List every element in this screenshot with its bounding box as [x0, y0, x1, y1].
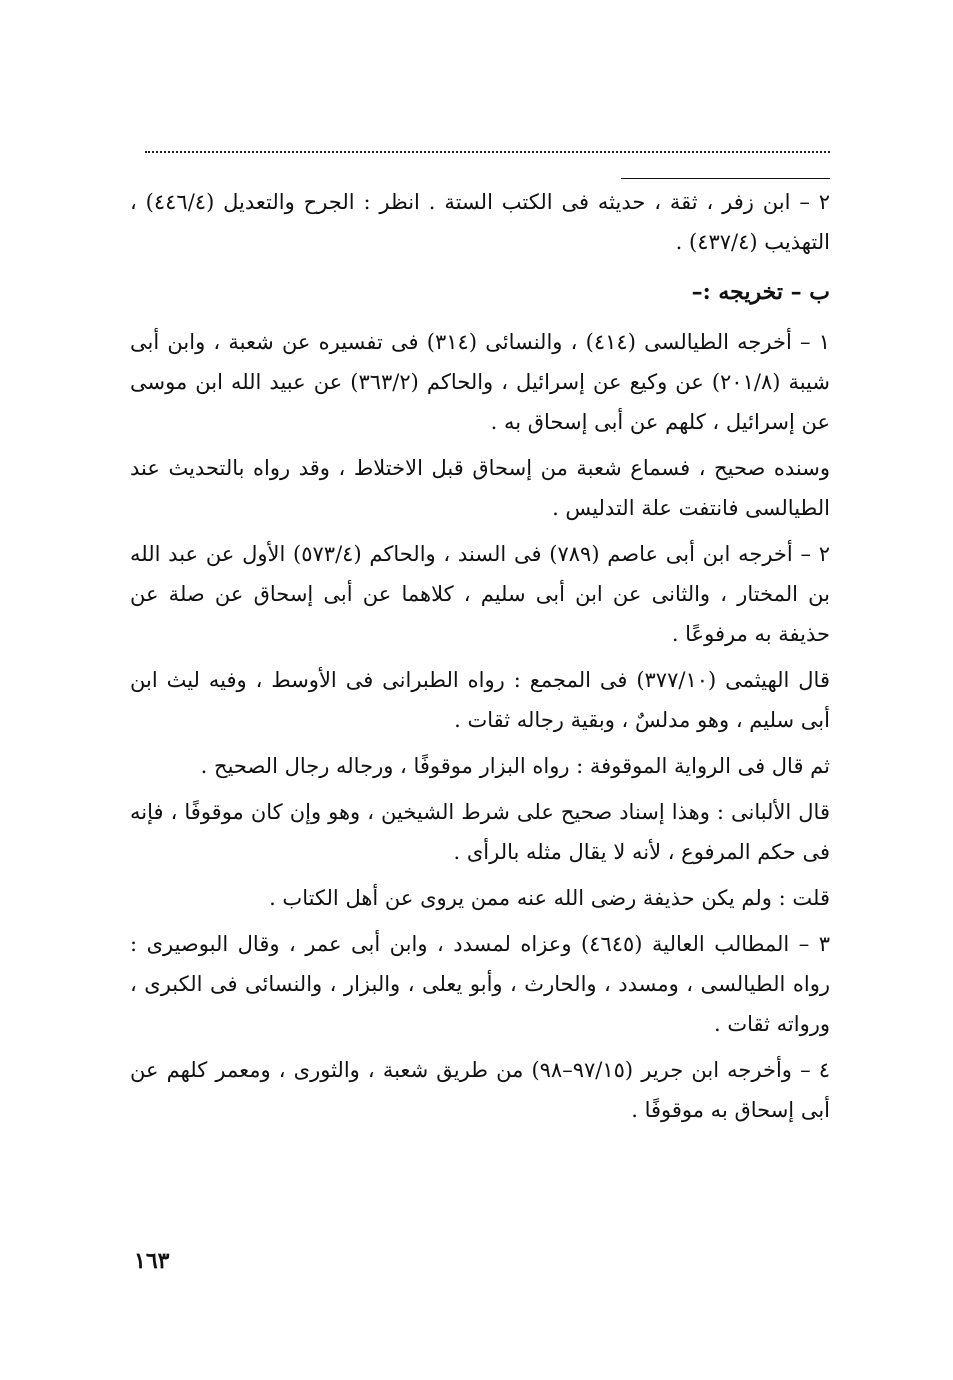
page-body [130, 182, 830, 1136]
paragraph-4: قال الهيثمى (٣٧٧/١٠) فى المجمع : رواه الطبرانى فى الأوسط ، وفيه ليث ابن أبى سليم ، وهو مدلسٌ ، وبقية رجاله ثقات . [130, 668, 830, 732]
paragraph-9: ٤ – وأخرجه ابن جرير (٩٧/١٥–٩٨) من طريق شعبة ، والثورى ، ومعمر كلهم عن أبى إسحاق به موقوفًا . [130, 1058, 830, 1122]
section-heading: ب – تخريجه :– [691, 279, 830, 305]
paragraph-7: قلت : ولم يكن حذيفة رضى الله عنه ممن يروى عن أهل الكتاب . [269, 886, 830, 910]
paragraph-3: ٢ – أخرجه ابن أبى عاصم (٧٨٩) فى السند ، والحاكم (٥٧٣/٤) الأول عن عبد الله بن المختار ، والثانى عن ابن أبى سليم ، كلاهما عن أبى إسحاق عن صلة عن حذيفة به مرفوعًا . [130, 542, 830, 646]
paragraph-2: وسنده صحيح ، فسماع شعبة من إسحاق قبل الاختلاط ، وقد رواه بالتحديث عند الطيالسى فانتفت علة التدليس . [130, 456, 830, 520]
footnote-separator [621, 178, 830, 179]
paragraph-6: قال الألبانى : وهذا إسناد صحيح على شرط الشيخين ، وهو وإن كان موقوفًا ، فإنه فى حكم المرفوع ، لأنه لا يقال مثله بالرأى . [130, 800, 830, 864]
paragraph-8: ٣ – المطالب العالية (٤٦٤٥) وعزاه لمسدد ، وابن أبى عمر ، وقال البوصيرى : رواه الطيالسى ، ومسدد ، والحارث ، وأبو يعلى ، والبزار ، والنسائى فى الكبرى ، ورواته ثقات . [130, 932, 831, 1036]
paragraph-5: ثم قال فى الرواية الموقوفة : رواه البزار موقوفًا ، ورجاله رجال الصحيح . [200, 754, 830, 778]
page-number: ١٦٣ [134, 1248, 170, 1274]
top-dotted-separator [145, 151, 830, 153]
paragraph-1: ١ – أخرجه الطيالسى (٤١٤) ، والنسائى (٣١٤) فى تفسيره عن شعبة ، وابن أبى شيبة (٢٠١/٨) عن وكيع عن إسرائيل ، والحاكم (٣٦٣/٢) عن عبيد الله ابن موسى عن إسرائيل ، كلهم عن أبى إسحاق به . [130, 330, 830, 434]
footnote-text: ٢ – ابن زفر ، ثقة ، حديثه فى الكتب الستة . انظر : الجرح والتعديل (٤٤٦/٤) ، التهذيب (٤٣٧/٤) . [130, 190, 830, 254]
